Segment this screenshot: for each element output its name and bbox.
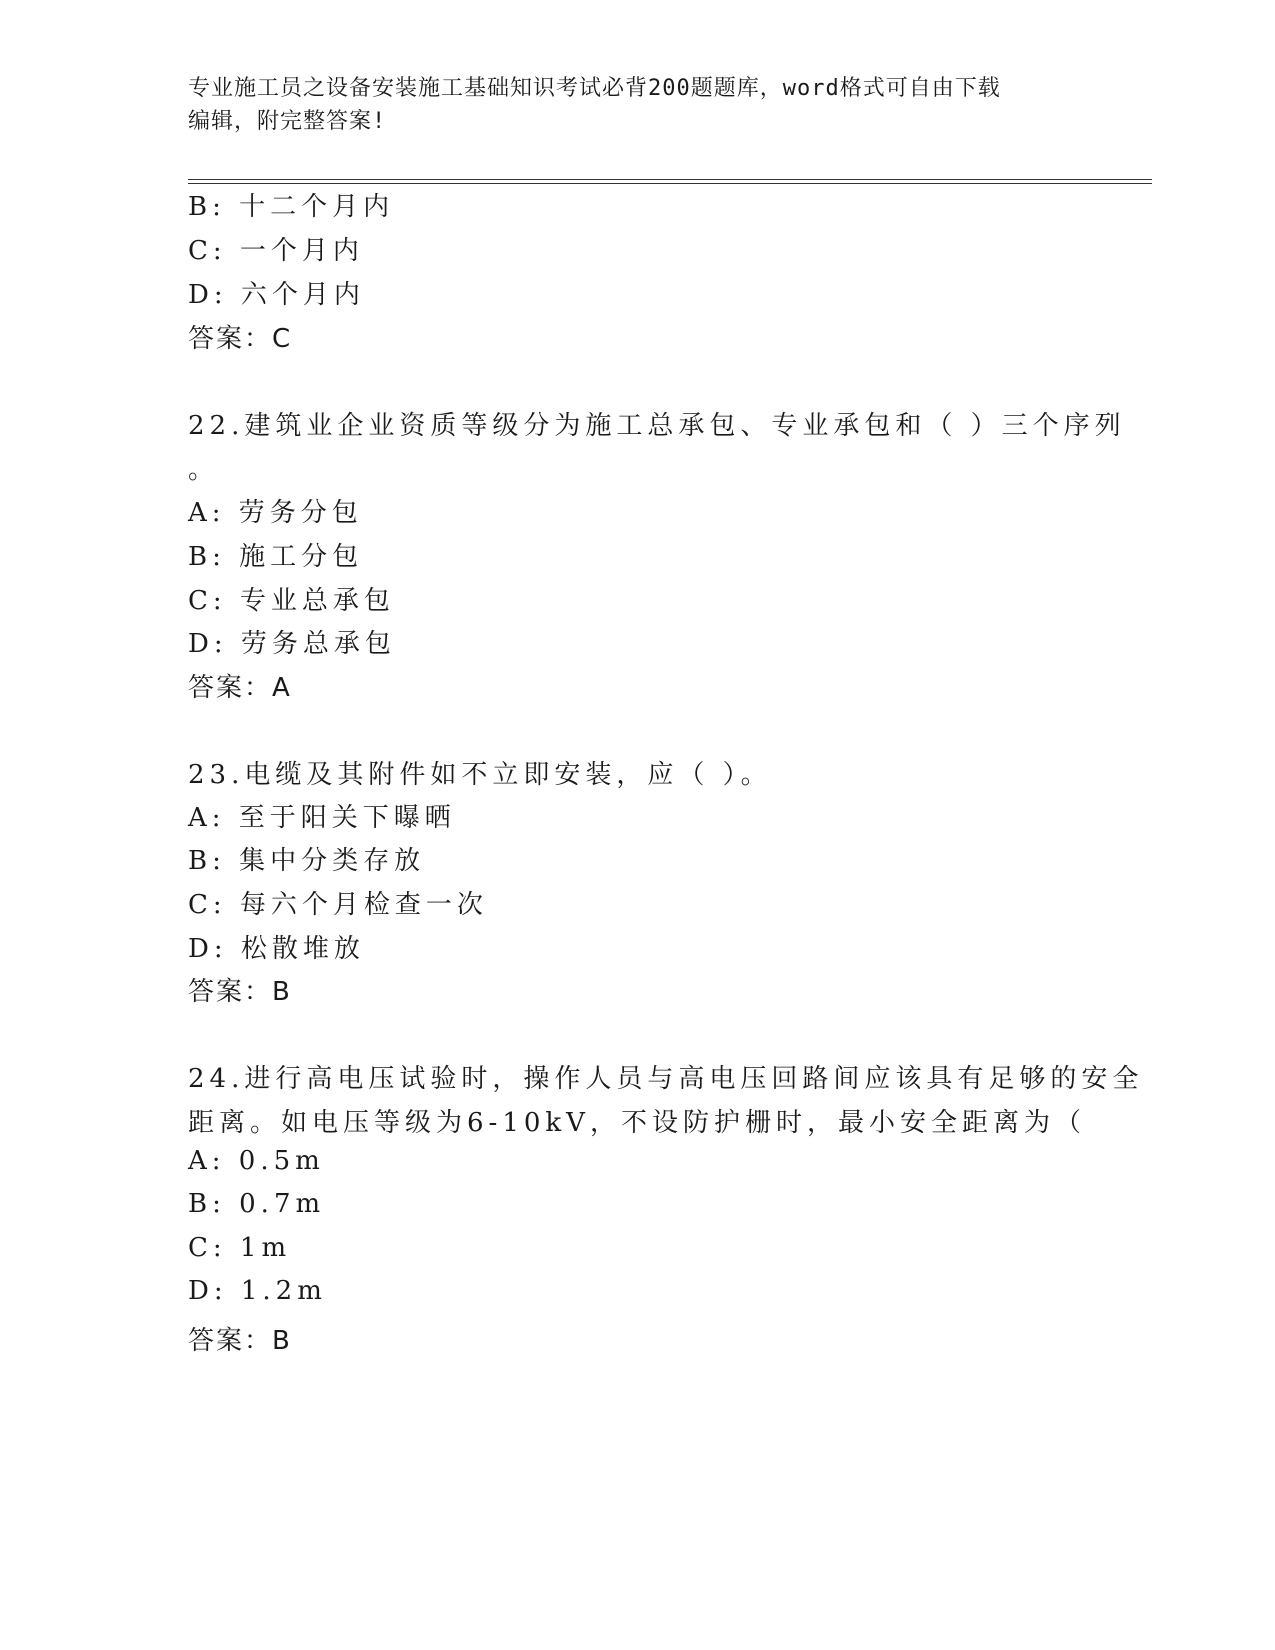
q24-option-c: C: 1m — [188, 1233, 292, 1263]
q22-option-b: B: 施工分包 — [188, 542, 364, 572]
q22-stem-line-2: 。 — [188, 455, 220, 485]
header-title-line-1: 专业施工员之设备安装施工基础知识考试必背200题题库，word格式可自由下载 — [188, 76, 1001, 101]
q21-answer: 答案：C — [188, 324, 293, 354]
q23-option-d: D: 松散堆放 — [188, 934, 365, 964]
q22-option-c: C: 专业总承包 — [188, 586, 395, 616]
q22-option-d: D: 劳务总承包 — [188, 629, 396, 659]
q24-stem-line-1: 24.进行高电压试验时，操作人员与高电压回路间应该具有足够的安全 — [188, 1064, 1144, 1094]
q23-option-c: C: 每六个月检查一次 — [188, 890, 488, 920]
q23-answer: 答案：B — [188, 977, 292, 1007]
q21-option-b: B: 十二个月内 — [188, 192, 395, 222]
header-title-line-2: 编辑，附完整答案! — [188, 109, 387, 134]
q23-stem-line-1: 23.电缆及其附件如不立即安装，应（ ）。 — [188, 760, 772, 790]
q23-option-b: B: 集中分类存放 — [188, 846, 426, 876]
q21-option-c: C: 一个月内 — [188, 236, 364, 266]
q24-option-d: D: 1.2m — [188, 1276, 327, 1306]
q24-stem-line-2: 距离。如电压等级为6-10kV，不设防护栅时，最小安全距离为（ — [188, 1108, 1086, 1138]
q22-option-a: A: 劳务分包 — [188, 498, 363, 528]
q24-option-a: A: 0.5m — [188, 1146, 325, 1176]
header-divider — [188, 179, 1152, 184]
q21-option-d: D: 六个月内 — [188, 280, 365, 310]
document-header — [188, 72, 1088, 138]
q24-answer: 答案：B — [188, 1326, 292, 1356]
q22-answer: 答案：A — [188, 673, 292, 703]
q23-option-a: A: 至于阳关下曝晒 — [188, 803, 456, 833]
q22-stem-line-1: 22.建筑业企业资质等级分为施工总承包、专业承包和（ ）三个序列 — [188, 411, 1126, 441]
q24-option-b: B: 0.7m — [188, 1189, 326, 1219]
